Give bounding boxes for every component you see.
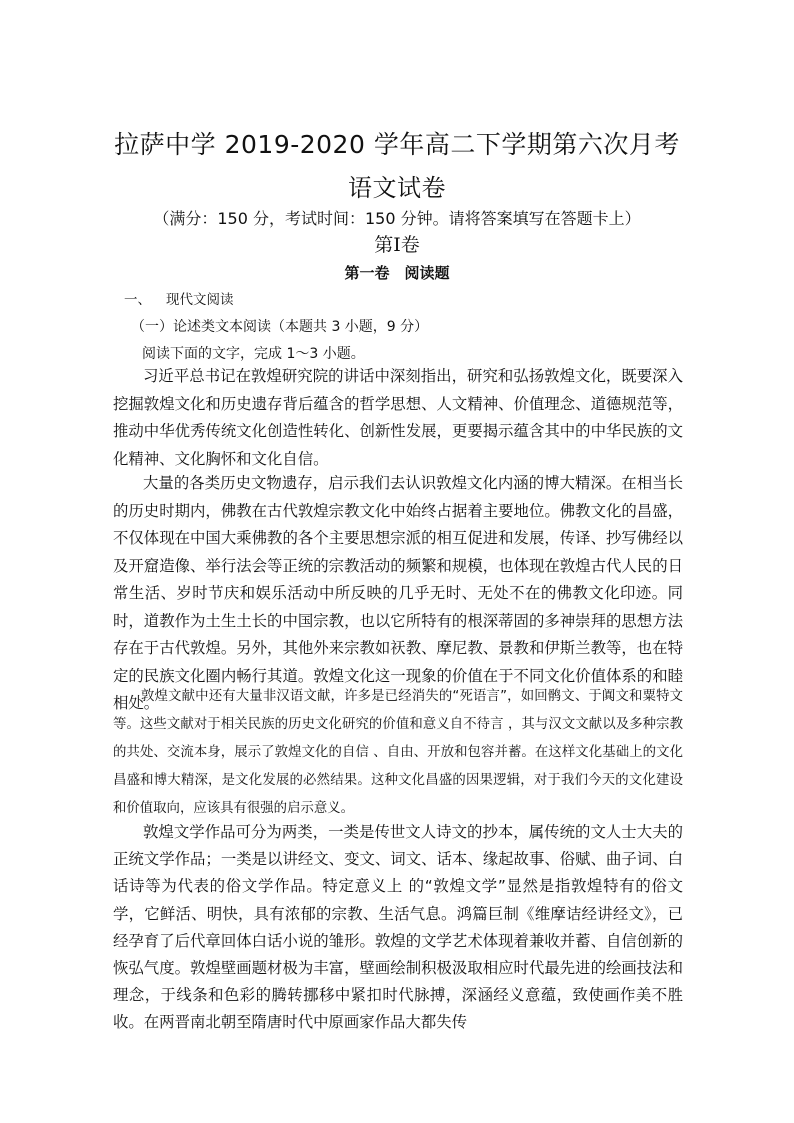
passage-paragraph-2: 大量的各类历史文物遗存，启示我们去认识敦煌文化内涵的博大精深。在相当长的历史时期内，佛教在古代敦煌宗教文化中始终占据着主要地位。佛教文化的昌盛，不仅体现在中国大乘佛教的各个主要思想宗派的相互促进和发展，传译、抄写佛经以及开窟造像、举行法会等正统的宗教活动的频繁和规模，也体现在敦煌古代人民的日常生活、岁时节庆和娱乐活动中所反映的几乎无时、无处不在的佛教文化印迹。同时，道教作为土生土长的中国宗教，也以它所特有的根深蒂固的多神崇拜的思想方法存在于古代敦煌。另外，其他外来宗教如祆教、摩尼教、景教和伊斯兰教等，也在特定的民族文化圈内畅行其道。敦煌文化这一现象的价值在于不同文化价值体系的和睦相处。 — [113, 474, 683, 712]
exam-title: 拉萨中学 2019-2020 学年高二下学期第六次月考 — [114, 130, 680, 159]
exam-subject: 语文试卷 — [348, 174, 446, 202]
passage-paragraph-3: 敦煌文献中还有大量非汉语文献，许多是已经消失的“死语言”，如回鹘文、于阗文和粟特文等。这些文献对于相关民族的历史文化研究的价值和意义自不待言 ，其与汉文文献以及多种宗教的共处、交流本身，展示了敦煌文化的自信 、自由、开放和包容并蓄。在这样文化基础上的文化昌盛和博大精深，是文化发展的必然结果。这种文化昌盛的因果逻辑，对于我们今天的文化建设和价值取向，应该具有很强的启示意义。 — [113, 689, 683, 816]
volume-heading: 第Ⅰ卷 — [374, 234, 420, 256]
passage-paragraph-1: 习近平总书记在敦煌研究院的讲话中深刻指出，研究和弘扬敦煌文化，既要深入挖掘敦煌文化和历史遗存背后蕴含的哲学思想、人文精神、价值理念、道德规范等，推动中华优秀传统文化创造性转化、创新性发展，更要揭示蕴含其中的中华民族的文化精神、文化胸怀和文化自信。 — [113, 367, 683, 468]
section-number: 一、 — [124, 292, 151, 308]
section-heading — [124, 288, 234, 308]
passage-paragraph-4: 敦煌文学作品可分为两类，一类是传世文人诗文的抄本，属传统的文人士大夫的正统文学作品；一类是以讲经文、变文、词文、话本、缘起故事、俗赋、曲子词、白话诗等为代表的俗文学作品。特定意义上 的“敦煌文学”显然是指敦煌特有的俗文学，它鲜活、明快，具有浓郁的宗教、生活气息。鸿篇巨制《维摩诘经讲经文》，已经孕育了后代章回体白话小说的雏形。敦煌的文学艺术体现着兼收并蓄、自信创新的恢弘气度。敦煌壁画题材极为丰富，壁画绘制积极汲取相应时代最先进的绘画技法和理念，于线条和色彩的腾转挪移中紧扣时代脉搏，深涵经义意蕴，致使画作美不胜收。在两晋南北朝至隋唐时代中原画家作品大都失传 — [113, 823, 683, 1032]
subsection-heading: （一）论述类文本阅读（本题共 3 小题，9 分） — [131, 319, 429, 335]
exam-info: （满分：150 分，考试时间：150 分钟。请将答案填写在答题卡上） — [153, 209, 641, 228]
part-heading: 第一卷 阅读题 — [344, 264, 450, 282]
reading-instruction: 阅读下面的文字，完成 1～3 小题。 — [142, 346, 365, 362]
section-title: 现代文阅读 — [166, 292, 234, 308]
